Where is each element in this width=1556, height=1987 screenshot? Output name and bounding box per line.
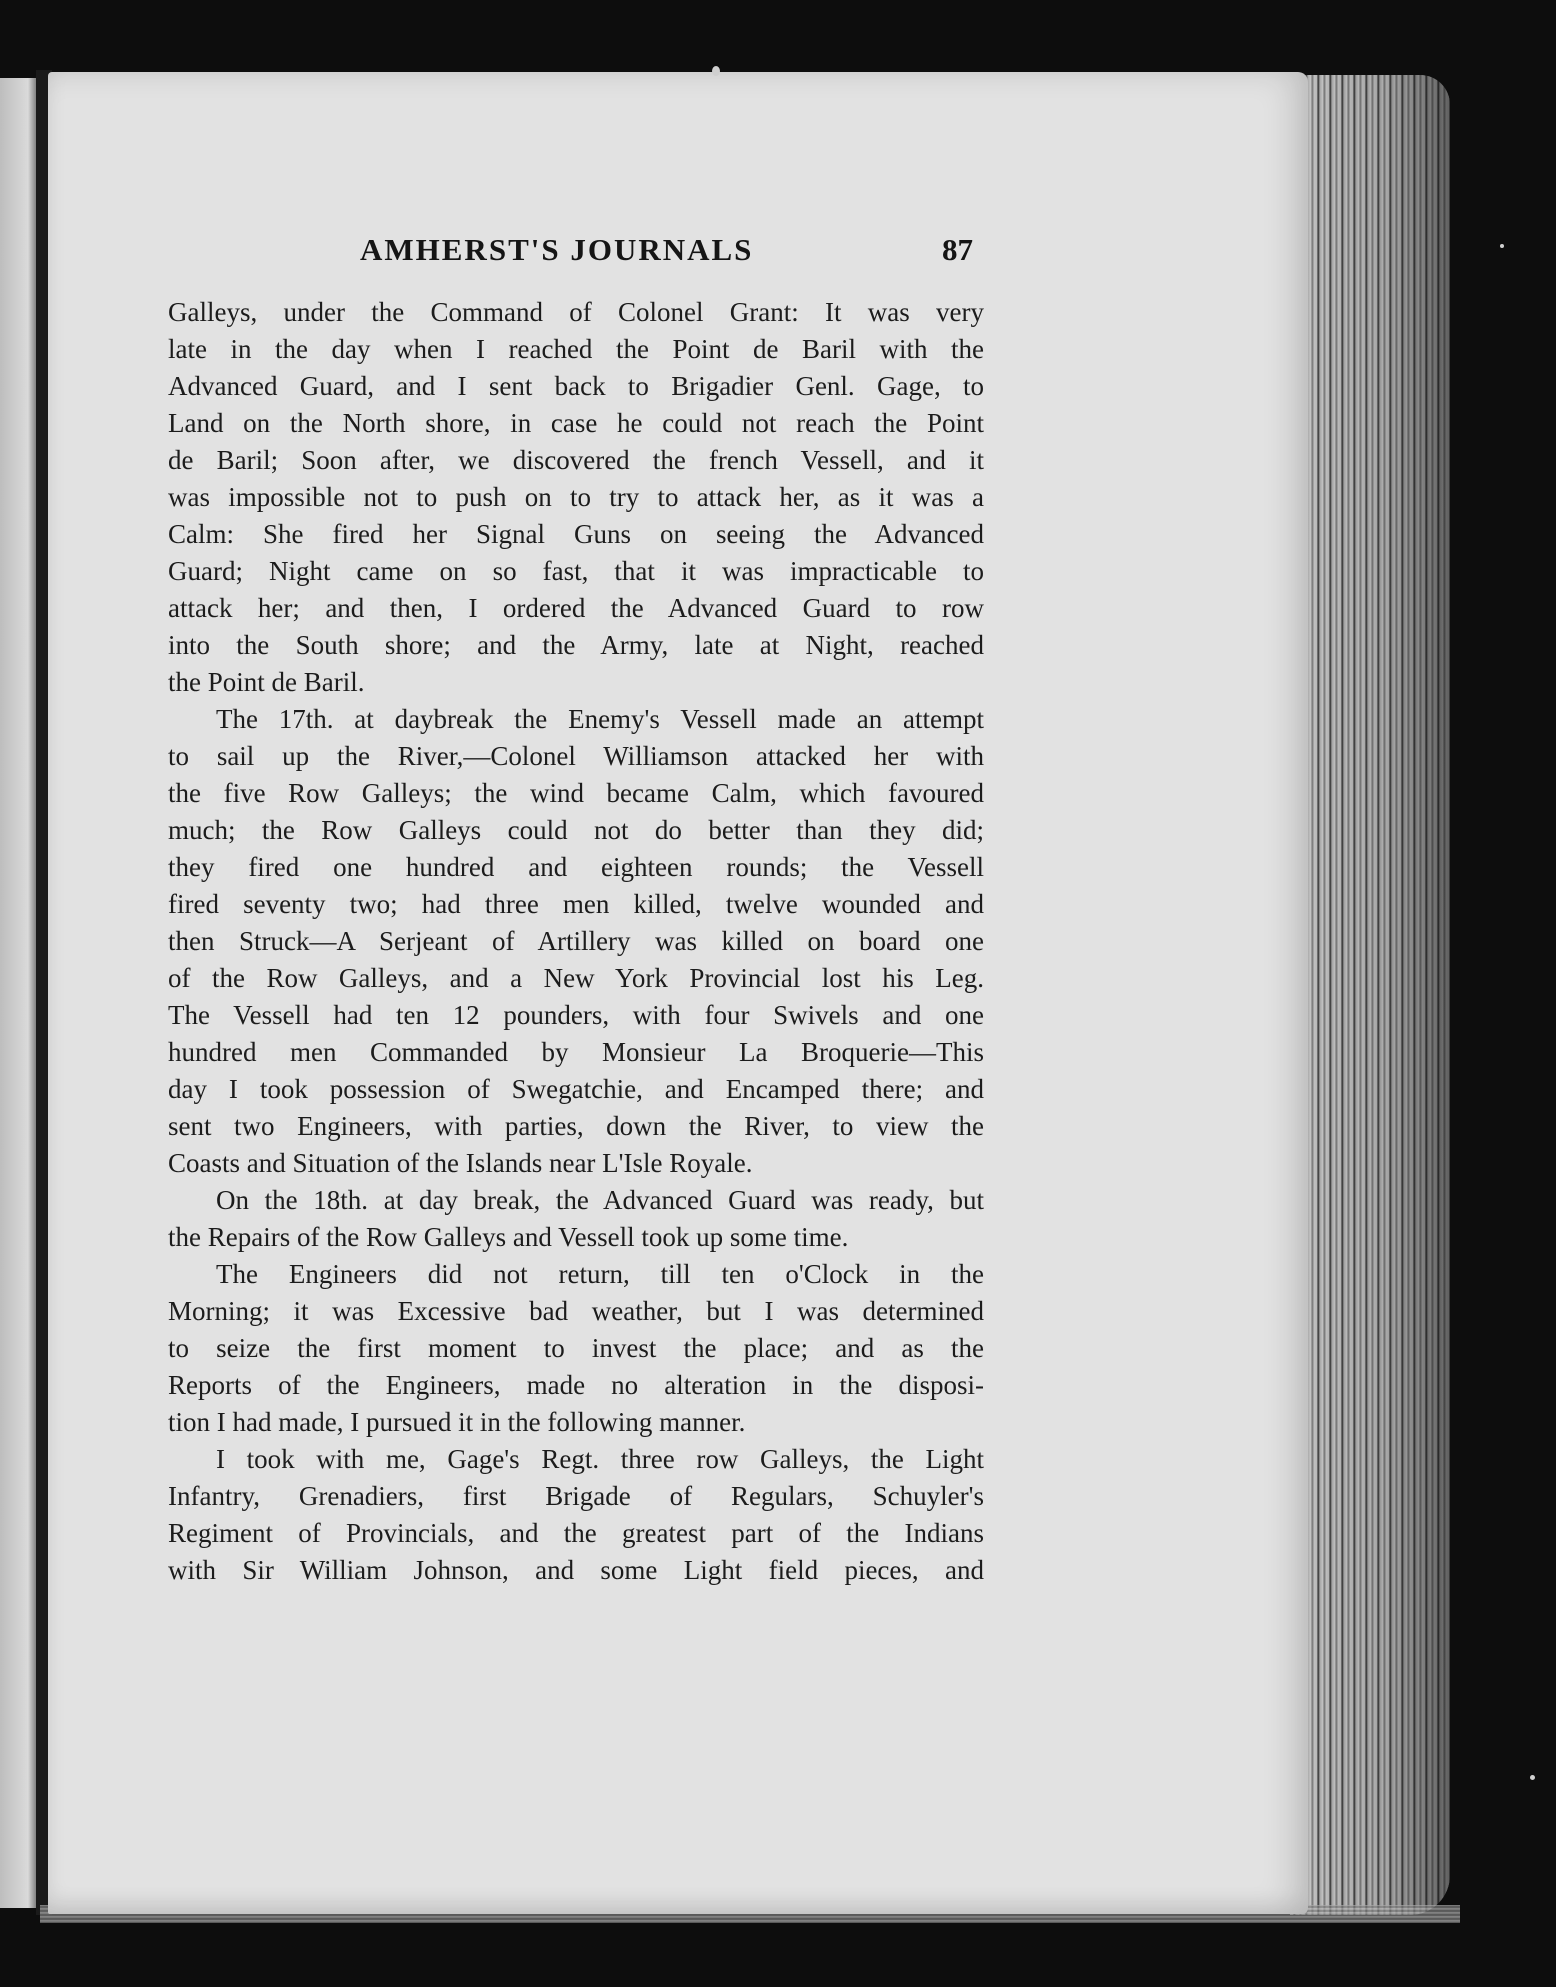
text-line: to seize the first moment to invest the place; and as the [168, 1333, 984, 1363]
text-line: sent two Engineers, with parties, down the River, to view the [168, 1111, 984, 1141]
text-line: attack her; and then, I ordered the Advanced Guard to row [168, 593, 984, 623]
facing-page-edge [0, 78, 40, 1908]
text-line: of the Row Galleys, and a New York Provincial lost his Leg. [168, 963, 984, 993]
text-line: Regiment of Provincials, and the greatest part of the Indians [168, 1518, 984, 1548]
text-line: The Engineers did not return, till ten o'Clock in the [216, 1259, 984, 1289]
text-line: day I took possession of Swegatchie, and Encamped there; and [168, 1074, 984, 1104]
text-line: late in the day when I reached the Point de Baril with the [168, 334, 984, 364]
text-line: Calm: She fired her Signal Guns on seeing the Advanced [168, 519, 984, 549]
page-number: 87 [942, 232, 973, 267]
text-line: Reports of the Engineers, made no alteration in the disposi- [168, 1370, 984, 1400]
text-line: Infantry, Grenadiers, first Brigade of Regulars, Schuyler's [168, 1481, 984, 1511]
text-line: Galleys, under the Command of Colonel Grant: It was very [168, 297, 984, 327]
text-line: then Struck—A Serjeant of Artillery was killed on board one [168, 926, 984, 956]
body-text [168, 294, 984, 1589]
text-line: into the South shore; and the Army, late at Night, reached [168, 630, 984, 660]
running-title: AMHERST'S JOURNALS [360, 232, 754, 267]
text-line: the Repairs of the Row Galleys and Vessell took up some time. [168, 1222, 849, 1252]
scan-speck [712, 66, 720, 76]
page-block-edges [1290, 75, 1450, 1915]
text-line: Advanced Guard, and I sent back to Brigadier Genl. Gage, to [168, 371, 984, 401]
text-line: Land on the North shore, in case he could not reach the Point [168, 408, 984, 438]
text-line: the five Row Galleys; the wind became Calm, which favoured [168, 778, 984, 808]
text-line: On the 18th. at day break, the Advanced Guard was ready, but [216, 1185, 984, 1215]
text-line: The Vessell had ten 12 pounders, with four Swivels and one [168, 1000, 984, 1030]
text-line: I took with me, Gage's Regt. three row Galleys, the Light [216, 1444, 984, 1474]
text-line: the Point de Baril. [168, 667, 365, 697]
text-line: Guard; Night came on so fast, that it was impracticable to [168, 556, 984, 586]
text-line: much; the Row Galleys could not do better than they did; [168, 815, 984, 845]
text-line: tion I had made, I pursued it in the following manner. [168, 1407, 746, 1437]
text-line: Coasts and Situation of the Islands near L'Isle Royale. [168, 1148, 753, 1178]
text-line: with Sir William Johnson, and some Light field pieces, and [168, 1555, 984, 1585]
text-line: de Baril; Soon after, we discovered the french Vessell, and it [168, 445, 984, 475]
scan-speck [1500, 244, 1504, 248]
running-head [165, 232, 985, 276]
text-line: was impossible not to push on to try to attack her, as it was a [168, 482, 984, 512]
text-line: fired seventy two; had three men killed, twelve wounded and [168, 889, 984, 919]
text-line: Morning; it was Excessive bad weather, but I was determined [168, 1296, 984, 1326]
text-line: to sail up the River,—Colonel Williamson attacked her with [168, 741, 984, 771]
scan-speck [1530, 1775, 1535, 1780]
text-line: hundred men Commanded by Monsieur La Broquerie—This [168, 1037, 984, 1067]
text-line: The 17th. at daybreak the Enemy's Vessell made an attempt [216, 704, 984, 734]
text-line: they fired one hundred and eighteen rounds; the Vessell [168, 852, 984, 882]
